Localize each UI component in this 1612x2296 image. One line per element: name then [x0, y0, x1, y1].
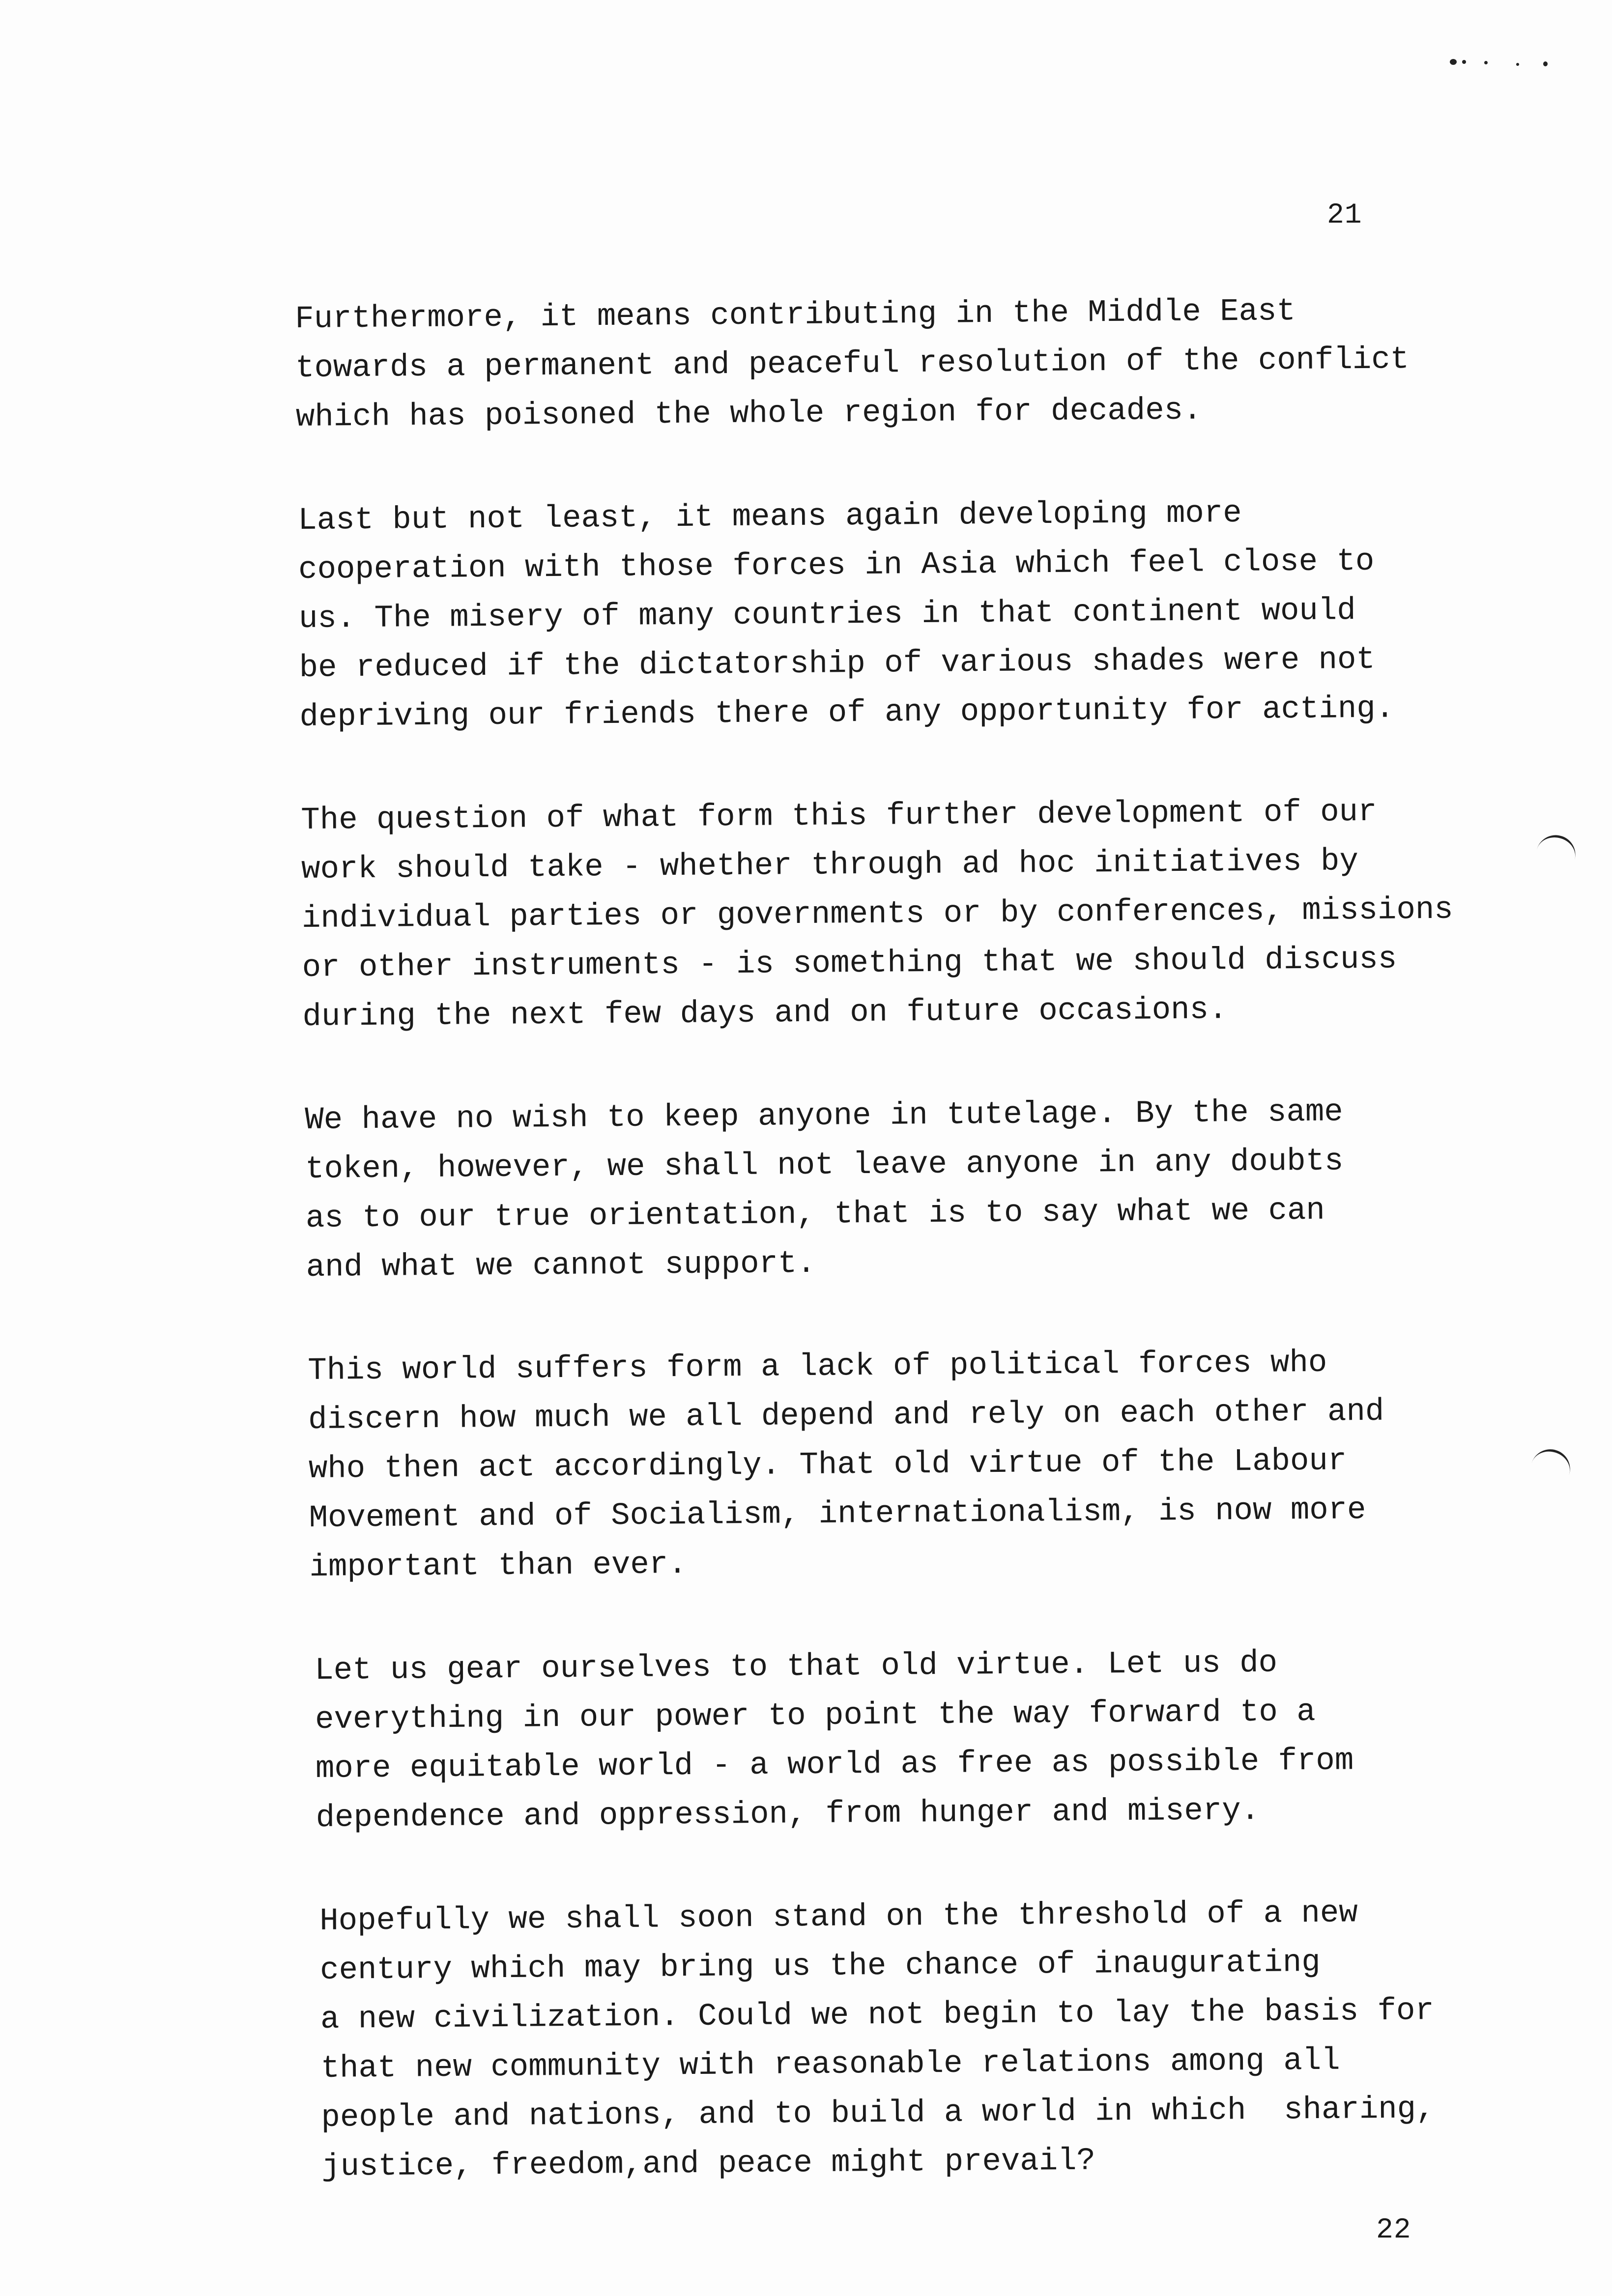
paragraph-new-civilization [319, 1887, 1551, 2192]
text-line: as to our true orientation, that is to say what we can [305, 1193, 1325, 1236]
text-line: The question of what form this further development of our [301, 794, 1377, 838]
text-line: century which may bring us the chance of inaugurating [319, 1945, 1321, 1988]
text-line: who then act accordingly. That old virtue of the Labour [308, 1443, 1347, 1487]
text-line: depriving our friends there of any opportunity for acting. [299, 691, 1395, 735]
text-line: towards a permanent and peaceful resolution of the conflict [295, 342, 1410, 386]
page-number-bottom: 22 [1376, 2214, 1411, 2246]
text-line: individual parties or governments or by conferences, missions [301, 892, 1453, 937]
margin-mark [1536, 831, 1580, 862]
page-number-top: 21 [1327, 200, 1362, 231]
text-line: important than ever. [309, 1547, 687, 1585]
paragraph-tutelage [305, 1086, 1535, 1292]
text-line: that new community with reasonable relations among all [320, 2043, 1340, 2087]
paragraph-form-of-work [301, 786, 1531, 1042]
text-line: be reduced if the dictatorship of various shades were not [299, 642, 1376, 686]
text-line: work should take - whether through ad hoc initiatives by [301, 844, 1359, 888]
text-line: during the next few days and on future occasions. [302, 992, 1228, 1035]
text-line: justice, freedom,and peace might prevail? [321, 2143, 1096, 2185]
text-line: Let us gear ourselves to that old virtue. Let us do [315, 1645, 1278, 1689]
text-line: which has poisoned the whole region for decades. [295, 393, 1202, 435]
text-line: cooperation with those forces in Asia which feel close to [298, 544, 1375, 588]
text-line: Last but not least, it means again developing more [298, 495, 1242, 539]
margin-mark [1531, 1444, 1575, 1478]
text-line: discern how much we all depend and rely on each other and [308, 1394, 1384, 1438]
text-line: and what we cannot support. [306, 1246, 816, 1286]
paragraph-old-virtue [315, 1636, 1545, 1843]
text-line: We have no wish to keep anyone in tutelage. By the same [305, 1094, 1343, 1138]
text-line: token, however, we shall not leave anyone in any doubts [305, 1144, 1344, 1187]
text-line: Movement and of Socialism, internationalism, is now more [309, 1492, 1366, 1536]
text-line: people and nations, and to build a world in which sharing, [321, 2092, 1435, 2136]
text-line: Furthermore, it means contributing in the Middle East [295, 294, 1296, 337]
text-line: us. The misery of many countries in that continent would [298, 593, 1356, 637]
text-line: dependence and oppression, from hunger and misery. [316, 1793, 1260, 1836]
text-line: everything in our power to point the way forward to a [315, 1694, 1316, 1738]
scan-mark [1484, 61, 1488, 64]
paragraph-middle-east [295, 285, 1525, 442]
scan-mark [1450, 59, 1457, 65]
text-line: more equitable world - a world as free as possible from [315, 1743, 1354, 1787]
text-line: Hopefully we shall soon stand on the threshold of a new [319, 1895, 1358, 1939]
scan-mark [1516, 63, 1519, 66]
scan-mark [1462, 60, 1466, 64]
paragraph-asia [298, 487, 1528, 742]
paragraph-internationalism [308, 1337, 1538, 1592]
scan-mark [1543, 61, 1548, 66]
text-line: a new civilization. Could we not begin to lay the basis for [320, 1993, 1435, 2038]
text-line: or other instruments - is something that we should discuss [302, 942, 1397, 986]
text-line: This world suffers form a lack of political forces who [308, 1345, 1327, 1389]
